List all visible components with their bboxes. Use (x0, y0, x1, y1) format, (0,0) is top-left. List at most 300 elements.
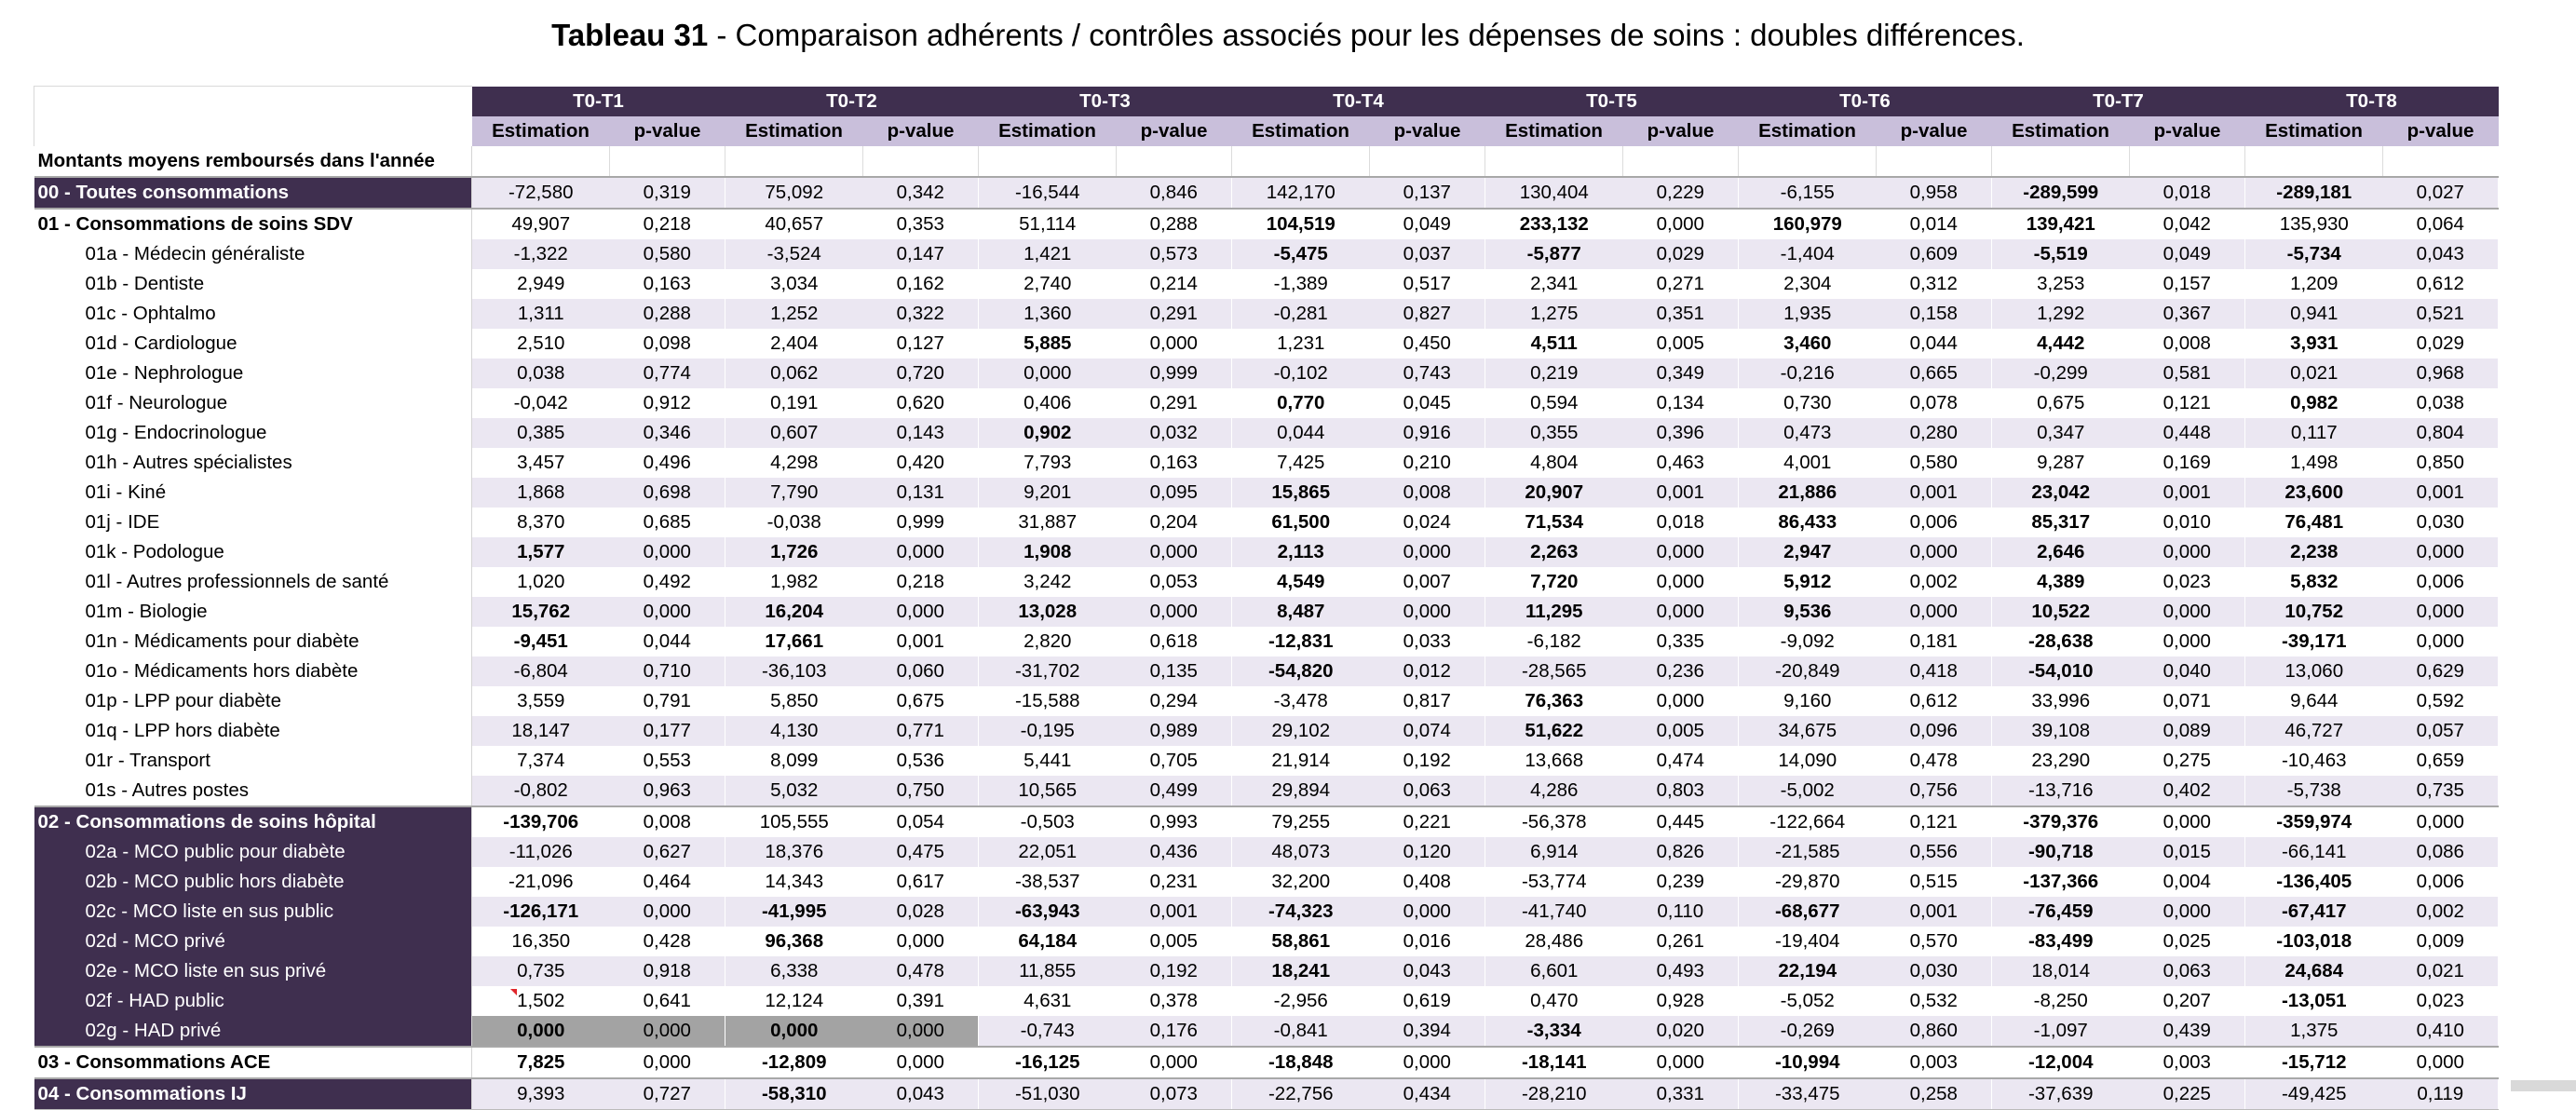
table-row (34, 448, 2499, 478)
significant-value: -90,718 (2027, 840, 2094, 862)
significant-value: 24,684 (2285, 959, 2344, 981)
pvalue-cell: 0,261 (1623, 927, 1739, 956)
estimation-header: Estimation (1992, 116, 2130, 146)
significant-value: 61,500 (1271, 510, 1331, 533)
estimation-cell: 1,231 (1232, 329, 1370, 359)
pvalue-cell: 0,000 (2130, 627, 2245, 657)
estimation-cell: 29,102 (1232, 716, 1370, 746)
pvalue-cell: 0,000 (1117, 537, 1232, 567)
estimation-cell (1232, 537, 1370, 567)
row-label: 01p - LPP pour diabète (34, 686, 472, 716)
estimation-cell: 0,355 (1485, 418, 1623, 448)
estimation-cell: 1,311 (472, 299, 610, 329)
pvalue-cell: 0,029 (1623, 239, 1739, 269)
row-label: 02f - HAD public (34, 986, 472, 1016)
estimation-cell (2245, 927, 2383, 956)
estimation-header: Estimation (1232, 116, 1370, 146)
pvalue-cell: 0,000 (1370, 537, 1485, 567)
estimation-cell: 11,855 (979, 956, 1117, 986)
significant-value: 0,902 (1024, 421, 1072, 443)
estimation-cell: 142,170 (1232, 177, 1370, 209)
estimation-cell (1485, 209, 1623, 239)
pvalue-cell: 0,073 (1117, 1078, 1232, 1110)
significant-value: -58,310 (761, 1082, 827, 1104)
pvalue-cell: 0,023 (2130, 567, 2245, 597)
estimation-cell (1232, 567, 1370, 597)
pvalue-cell: 0,221 (1370, 806, 1485, 837)
estimation-cell: 9,160 (1739, 686, 1877, 716)
estimation-cell: -0,102 (1232, 359, 1370, 388)
pvalue-header: p-value (2383, 116, 2499, 146)
estimation-cell (1992, 329, 2130, 359)
estimation-cell: -29,870 (1739, 867, 1877, 897)
pvalue-cell: 0,016 (1370, 927, 1485, 956)
pvalue-cell: 0,006 (2383, 567, 2499, 597)
pvalue-cell: 0,436 (1117, 837, 1232, 867)
pvalue-cell: 0,258 (1877, 1078, 1992, 1110)
comment-marker (510, 989, 517, 995)
estimation-cell: 39,108 (1992, 716, 2130, 746)
estimation-cell: 14,090 (1739, 746, 1877, 776)
pvalue-cell: 0,418 (1877, 657, 1992, 686)
estimation-cell: 10,565 (979, 776, 1117, 806)
pvalue-cell: 0,294 (1117, 686, 1232, 716)
row-label: 02 - Consommations de soins hôpital (34, 806, 472, 837)
estimation-cell: -10,463 (2245, 746, 2383, 776)
pvalue-cell: 0,137 (1370, 177, 1485, 209)
pvalue-cell: 0,685 (610, 508, 725, 537)
significant-value: -13,051 (2281, 989, 2347, 1011)
estimation-cell: -28,210 (1485, 1078, 1623, 1110)
significant-value: 1,726 (770, 540, 819, 562)
row-label: 01f - Neurologue (34, 388, 472, 418)
row-label: 00 - Toutes consommations (34, 177, 472, 209)
estimation-header: Estimation (725, 116, 863, 146)
pvalue-cell: 0,001 (1877, 478, 1992, 508)
row-label: 02d - MCO privé (34, 927, 472, 956)
significant-value: 15,762 (511, 600, 571, 622)
estimation-cell: 6,601 (1485, 956, 1623, 986)
estimation-cell: -0,038 (725, 508, 863, 537)
estimation-cell (1739, 329, 1877, 359)
pvalue-cell: 0,042 (2130, 209, 2245, 239)
significant-value: 0,000 (770, 1019, 819, 1041)
row-label: 01 - Consommations de soins SDV (34, 209, 472, 239)
empty-cell (1992, 146, 2130, 177)
estimation-cell: 2,341 (1485, 269, 1623, 299)
estimation-cell: 8,370 (472, 508, 610, 537)
pvalue-cell: 0,496 (610, 448, 725, 478)
pvalue-cell: 0,060 (863, 657, 979, 686)
pvalue-cell: 0,001 (1877, 897, 1992, 927)
pvalue-cell: 0,029 (2383, 329, 2499, 359)
estimation-cell: -16,544 (979, 177, 1117, 209)
significant-value: -136,405 (2276, 870, 2352, 892)
pvalue-cell: 0,038 (2383, 388, 2499, 418)
table-row (34, 1047, 2499, 1078)
pvalue-cell: 0,342 (863, 177, 979, 209)
estimation-cell: 22,051 (979, 837, 1117, 867)
significant-value: -39,171 (2281, 629, 2347, 652)
row-label: 01h - Autres spécialistes (34, 448, 472, 478)
pvalue-cell: 0,958 (1877, 177, 1992, 209)
row-label: 01j - IDE (34, 508, 472, 537)
estimation-cell: 33,996 (1992, 686, 2130, 716)
pvalue-cell: 0,074 (1370, 716, 1485, 746)
significant-value: 2,263 (1530, 540, 1579, 562)
pvalue-cell: 0,791 (610, 686, 725, 716)
row-label: 01m - Biologie (34, 597, 472, 627)
pvalue-cell: 0,331 (1623, 1078, 1739, 1110)
pvalue-cell: 0,162 (863, 269, 979, 299)
pvalue-cell: 0,214 (1117, 269, 1232, 299)
estimation-cell (1232, 897, 1370, 927)
pvalue-cell: 0,570 (1877, 927, 1992, 956)
estimation-cell: 75,092 (725, 177, 863, 209)
significant-value: 17,661 (765, 629, 824, 652)
pvalue-cell: 0,021 (2383, 956, 2499, 986)
pvalue-cell: 0,044 (1877, 329, 1992, 359)
pvalue-cell: 0,918 (610, 956, 725, 986)
significant-value: 71,534 (1525, 510, 1584, 533)
estimation-cell (725, 1047, 863, 1078)
pvalue-cell: 0,000 (1117, 329, 1232, 359)
significant-value: -41,995 (761, 900, 827, 922)
table-row (34, 986, 2499, 1016)
estimation-cell: -0,042 (472, 388, 610, 418)
pvalue-cell: 0,999 (1117, 359, 1232, 388)
table-title (0, 13, 2576, 58)
pvalue-cell: 0,627 (610, 837, 725, 867)
header-blank (34, 87, 472, 116)
estimation-cell: 0,675 (1992, 388, 2130, 418)
estimation-cell (1485, 537, 1623, 567)
pvalue-cell: 0,000 (1877, 597, 1992, 627)
significant-value: 4,442 (2037, 332, 2085, 354)
estimation-cell: -37,639 (1992, 1078, 2130, 1110)
table-title-number: Tableau 31 (551, 18, 709, 52)
estimation-cell (2245, 897, 2383, 927)
estimation-cell (725, 897, 863, 927)
pvalue-cell: 0,204 (1117, 508, 1232, 537)
table-row (34, 776, 2499, 806)
estimation-cell (1232, 627, 1370, 657)
estimation-cell (979, 897, 1117, 927)
period-header-t0-t8: T0-T8 (2245, 87, 2499, 116)
estimation-cell: -53,774 (1485, 867, 1623, 897)
estimation-cell: -0,195 (979, 716, 1117, 746)
pvalue-cell: 0,127 (863, 329, 979, 359)
estimation-cell: 2,404 (725, 329, 863, 359)
pvalue-cell: 0,000 (1877, 537, 1992, 567)
table-row (34, 209, 2499, 239)
significant-value: 5,832 (2290, 570, 2339, 592)
estimation-cell: 0,473 (1739, 418, 1877, 448)
pvalue-cell: 0,580 (610, 239, 725, 269)
estimation-cell: -9,092 (1739, 627, 1877, 657)
pvalue-cell: 0,177 (610, 716, 725, 746)
significant-value: 9,536 (1783, 600, 1832, 622)
estimation-cell (1232, 597, 1370, 627)
pvalue-cell: 0,181 (1877, 627, 1992, 657)
pvalue-header: p-value (1117, 116, 1232, 146)
row-label: 01k - Podologue (34, 537, 472, 567)
estimation-cell: 6,338 (725, 956, 863, 986)
pvalue-cell: 0,192 (1117, 956, 1232, 986)
pvalue-cell: 0,912 (610, 388, 725, 418)
estimation-cell (1992, 1047, 2130, 1078)
estimation-cell: 0,347 (1992, 418, 2130, 448)
pvalue-header: p-value (1877, 116, 1992, 146)
pvalue-cell: 0,396 (1623, 418, 1739, 448)
significant-value: 7,825 (517, 1050, 565, 1073)
significant-value: -28,638 (2027, 629, 2094, 652)
estimation-cell (725, 1078, 863, 1110)
period-header-t0-t3: T0-T3 (979, 87, 1232, 116)
pvalue-cell: 0,434 (1370, 1078, 1485, 1110)
pvalue-cell: 0,517 (1370, 269, 1485, 299)
estimation-cell: -0,841 (1232, 1016, 1370, 1047)
estimation-cell (1992, 627, 2130, 657)
row-label: 03 - Consommations ACE (34, 1047, 472, 1078)
pvalue-cell: 0,134 (1623, 388, 1739, 418)
empty-cell (979, 146, 1117, 177)
estimation-cell: 2,510 (472, 329, 610, 359)
estimation-cell: 18,376 (725, 837, 863, 867)
pvalue-cell: 0,618 (1117, 627, 1232, 657)
significant-value: -12,004 (2027, 1050, 2094, 1073)
estimation-cell: -0,281 (1232, 299, 1370, 329)
pvalue-cell: 0,420 (863, 448, 979, 478)
estimation-cell: -19,404 (1739, 927, 1877, 956)
significant-value: -76,459 (2027, 900, 2094, 922)
pvalue-cell: 0,532 (1877, 986, 1992, 1016)
estimation-cell: 13,060 (2245, 657, 2383, 686)
estimation-cell: 1,209 (2245, 269, 2383, 299)
pvalue-cell: 0,000 (863, 1016, 979, 1047)
pvalue-cell: 0,408 (1370, 867, 1485, 897)
estimation-cell (2245, 478, 2383, 508)
estimation-cell: 7,425 (1232, 448, 1370, 478)
pvalue-cell: 0,999 (863, 508, 979, 537)
significant-value: 2,113 (1277, 540, 1324, 562)
pvalue-cell: 0,428 (610, 927, 725, 956)
estimation-cell: -5,738 (2245, 776, 2383, 806)
empty-cell (1370, 146, 1485, 177)
pvalue-cell: 0,771 (863, 716, 979, 746)
significant-value: 18,241 (1271, 959, 1331, 981)
estimation-cell (2245, 567, 2383, 597)
period-header-t0-t4: T0-T4 (1232, 87, 1485, 116)
pvalue-cell: 0,271 (1623, 269, 1739, 299)
pvalue-cell: 0,394 (1370, 1016, 1485, 1047)
pvalue-cell: 0,750 (863, 776, 979, 806)
significant-value: -289,181 (2276, 181, 2352, 203)
estimation-cell: 0,470 (1485, 986, 1623, 1016)
pvalue-cell: 0,024 (1370, 508, 1485, 537)
estimation-cell: 0,117 (2245, 418, 2383, 448)
pvalue-cell: 0,231 (1117, 867, 1232, 897)
estimation-cell: 2,740 (979, 269, 1117, 299)
pvalue-cell: 0,963 (610, 776, 725, 806)
period-header-t0-t5: T0-T5 (1485, 87, 1739, 116)
empty-cell (863, 146, 979, 177)
results-table-wrapper (34, 86, 2499, 1110)
pvalue-cell: 0,536 (863, 746, 979, 776)
estimation-cell (2245, 239, 2383, 269)
estimation-cell: -6,155 (1739, 177, 1877, 209)
estimation-cell: -13,716 (1992, 776, 2130, 806)
pvalue-cell: 0,236 (1623, 657, 1739, 686)
row-label: 01o - Médicaments hors diabète (34, 657, 472, 686)
estimation-cell (1485, 1047, 1623, 1078)
estimation-cell (1992, 657, 2130, 686)
pvalue-cell: 0,001 (1117, 897, 1232, 927)
empty-cell (1623, 146, 1739, 177)
estimation-cell: 4,286 (1485, 776, 1623, 806)
pvalue-cell: 0,006 (2383, 867, 2499, 897)
estimation-cell (2245, 806, 2383, 837)
pvalue-cell: 0,000 (1623, 597, 1739, 627)
estimation-cell (1992, 897, 2130, 927)
pvalue-cell: 0,850 (2383, 448, 2499, 478)
pvalue-cell: 0,040 (2130, 657, 2245, 686)
significant-value: 4,389 (2037, 570, 2085, 592)
pvalue-cell: 0,803 (1623, 776, 1739, 806)
pvalue-cell: 0,000 (1117, 1047, 1232, 1078)
pvalue-cell: 0,192 (1370, 746, 1485, 776)
pvalue-cell: 0,000 (2383, 537, 2499, 567)
estimation-cell (979, 537, 1117, 567)
estimation-cell (725, 1016, 863, 1047)
significant-value: 4,549 (1277, 570, 1325, 592)
significant-value: 3,931 (2290, 332, 2339, 354)
estimation-cell (1992, 239, 2130, 269)
estimation-cell: 0,219 (1485, 359, 1623, 388)
pvalue-cell: 0,000 (2130, 597, 2245, 627)
estimation-cell (2245, 986, 2383, 1016)
estimation-cell: 3,034 (725, 269, 863, 299)
pvalue-cell: 0,629 (2383, 657, 2499, 686)
pvalue-cell: 0,010 (2130, 508, 2245, 537)
pvalue-cell: 0,229 (1623, 177, 1739, 209)
estimation-cell (1992, 537, 2130, 567)
table-row (34, 627, 2499, 657)
table-row (34, 567, 2499, 597)
pvalue-cell: 0,288 (610, 299, 725, 329)
estimation-cell (725, 537, 863, 567)
pvalue-cell: 0,312 (1877, 269, 1992, 299)
significant-value: 1,577 (517, 540, 565, 562)
estimation-cell: 3,457 (472, 448, 610, 478)
pvalue-cell: 0,968 (2383, 359, 2499, 388)
significant-value: 160,979 (1772, 212, 1842, 235)
estimation-cell (472, 597, 610, 627)
pvalue-cell: 0,515 (1877, 867, 1992, 897)
estimation-cell (1739, 567, 1877, 597)
significant-value: -74,323 (1268, 900, 1334, 922)
table-row (34, 806, 2499, 837)
estimation-cell (1485, 508, 1623, 537)
header-blank (34, 116, 472, 146)
estimation-cell: -5,052 (1739, 986, 1877, 1016)
table-row (34, 269, 2499, 299)
pvalue-cell: 0,001 (2130, 478, 2245, 508)
pvalue-cell: 0,030 (2383, 508, 2499, 537)
table-row (34, 508, 2499, 537)
pvalue-cell: 0,158 (1877, 299, 1992, 329)
estimation-cell (1232, 239, 1370, 269)
significant-value: 2,947 (1783, 540, 1832, 562)
row-label: 01g - Endocrinologue (34, 418, 472, 448)
estimation-cell: 1,292 (1992, 299, 2130, 329)
pvalue-header: p-value (2130, 116, 2245, 146)
estimation-cell: 1,275 (1485, 299, 1623, 329)
estimation-cell: -0,743 (979, 1016, 1117, 1047)
pvalue-cell: 0,705 (1117, 746, 1232, 776)
pvalue-cell: 0,239 (1623, 867, 1739, 897)
estimation-cell (1232, 209, 1370, 239)
estimation-cell: 31,887 (979, 508, 1117, 537)
significant-value: -83,499 (2027, 929, 2094, 952)
pvalue-cell: 0,620 (863, 388, 979, 418)
pvalue-cell: 0,000 (1370, 897, 1485, 927)
significant-value: 15,865 (1271, 481, 1331, 503)
estimation-header: Estimation (472, 116, 610, 146)
significant-value: 4,511 (1530, 332, 1578, 354)
estimation-cell: 29,894 (1232, 776, 1370, 806)
empty-cell (1739, 146, 1877, 177)
pvalue-cell: 0,001 (2383, 478, 2499, 508)
pvalue-cell: 0,000 (610, 897, 725, 927)
estimation-cell: -0,299 (1992, 359, 2130, 388)
estimation-cell: 5,441 (979, 746, 1117, 776)
estimation-cell: -49,425 (2245, 1078, 2383, 1110)
empty-cell (2383, 146, 2499, 177)
estimation-cell (979, 1047, 1117, 1078)
pvalue-cell: 0,057 (2383, 716, 2499, 746)
estimation-cell (2245, 329, 2383, 359)
estimation-cell: 4,631 (979, 986, 1117, 1016)
estimation-cell (1232, 927, 1370, 956)
pvalue-cell: 0,207 (2130, 986, 2245, 1016)
estimation-cell (979, 329, 1117, 359)
significant-value: 7,720 (1530, 570, 1579, 592)
estimation-cell: -33,475 (1739, 1078, 1877, 1110)
pvalue-cell: 0,612 (1877, 686, 1992, 716)
table-row (34, 478, 2499, 508)
pvalue-cell: 0,225 (2130, 1078, 2245, 1110)
pvalue-cell: 0,756 (1877, 776, 1992, 806)
pvalue-cell: 0,916 (1370, 418, 1485, 448)
pvalue-cell: 0,053 (1117, 567, 1232, 597)
significant-value: 2,646 (2037, 540, 2085, 562)
pvalue-cell: 0,007 (1370, 567, 1485, 597)
pvalue-cell: 0,009 (2383, 927, 2499, 956)
estimation-cell: -20,849 (1739, 657, 1877, 686)
significant-value: 3,460 (1783, 332, 1832, 354)
table-row (34, 686, 2499, 716)
pvalue-cell: 0,346 (610, 418, 725, 448)
significant-value: 233,132 (1519, 212, 1589, 235)
significant-value: 139,421 (2026, 212, 2095, 235)
row-label: 01b - Dentiste (34, 269, 472, 299)
estimation-cell: 4,130 (725, 716, 863, 746)
row-label: 01i - Kiné (34, 478, 472, 508)
pvalue-cell: 0,121 (1877, 806, 1992, 837)
pvalue-cell: 0,349 (1623, 359, 1739, 388)
pvalue-cell: 0,030 (1877, 956, 1992, 986)
